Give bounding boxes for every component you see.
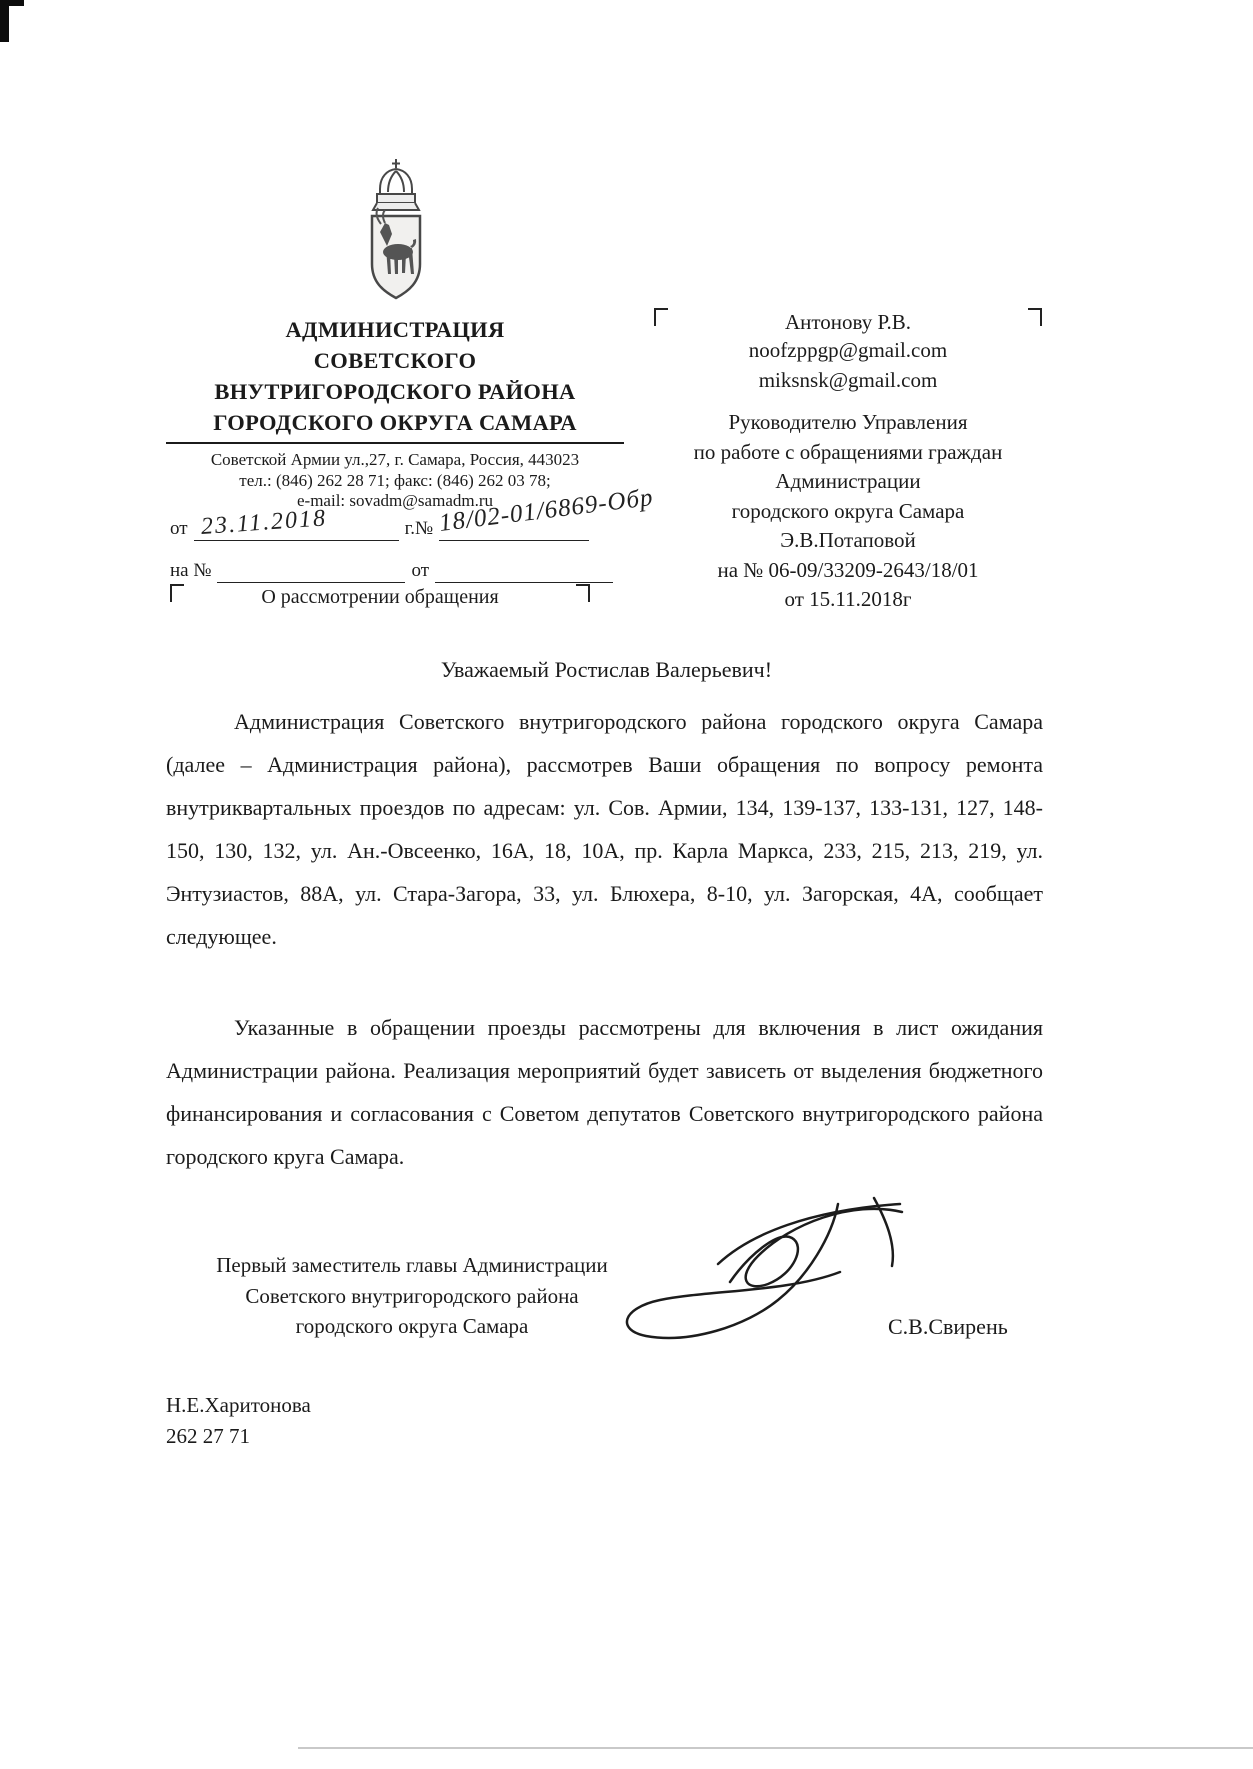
ref-num-blank — [437, 483, 656, 541]
ref-onnum-blank — [217, 556, 405, 583]
ref-line-incoming — [170, 556, 625, 583]
corner-mark-left-icon — [654, 308, 668, 326]
recipient-line: от 15.11.2018г — [784, 587, 912, 611]
recipient-block — [650, 308, 1046, 615]
executor-block — [166, 1390, 311, 1452]
org-header — [166, 314, 624, 512]
signer-name: С.В.Свирень — [888, 1314, 1008, 1339]
org-name-line-1: АДМИНИСТРАЦИЯ — [285, 317, 505, 342]
body-paragraph-2: Указанные в обращении проезды рассмотрены для включения в лист ожидания Администрации района. Реализация мероприятий будет зависеть от выделения бюджетного финансирования и согласования с Советом депутатов Советского внутригородского района городского круга Самара. — [166, 1015, 1043, 1169]
recipient-email-1: noofzppgp@gmail.com — [748, 338, 948, 362]
corner-mark-right-icon — [576, 584, 590, 602]
recipient-line: Э.В.Потаповой — [780, 528, 916, 552]
recipient-line: Руководителю Управления — [728, 410, 968, 434]
signer-title-line-2: Советского внутригородского района — [245, 1283, 579, 1308]
ref-from-label: от — [170, 518, 188, 539]
recipient-line: по работе с обращениями граждан — [693, 439, 1003, 464]
signature-icon — [596, 1192, 952, 1368]
subject-text: О рассмотрении обращения — [261, 586, 499, 608]
corner-mark-right-icon — [1028, 308, 1042, 326]
recipient-name-row — [650, 308, 1046, 335]
org-name-line-4: ГОРОДСКОГО ОКРУГА САМАРА — [166, 407, 624, 444]
org-name-line-2: СОВЕТСКОГО — [313, 348, 477, 373]
coat-of-arms — [350, 156, 442, 306]
body-paragraph-1: Администрация Советского внутригородского района городского округа Самара (далее – Администрация района), рассмотрев Ваши обращения по вопросу ремонта внутриквартальных проездов по адресам: ул. Сов. Армии, 134, 139-137, 133-131, 127, 148-150, 130, 132, ул. Ан.-Овсеенко, 16А, 18, 10А, пр. Карла Маркса, 233, 215, 213, 219, ул. Энтузиастов, 88А, ул. Стара-Загора, 33, ул. Блюхера, 8-10, ул. Загорская, 4А, сообщает следующее. — [166, 709, 1043, 949]
subject-line — [170, 584, 590, 609]
ref-onfrom-blank — [435, 556, 613, 583]
scan-artifact-top-left — [0, 0, 9, 42]
executor-phone: 262 27 71 — [166, 1424, 250, 1448]
scan-artifact-bottom-line — [298, 1747, 1253, 1749]
org-email: e-mail: sovadm@samadm.ru — [297, 491, 493, 510]
org-address: Советской Армии ул.,27, г. Самара, Россия, 443023 — [210, 450, 580, 469]
samara-coat-of-arms-icon — [350, 156, 442, 306]
handwritten-number: 18/02-01/6869-Обр — [437, 483, 656, 538]
ref-onfrom-label: от — [411, 560, 430, 581]
recipient-line: Администрации — [775, 469, 921, 493]
recipient-name: Антонову Р.В. — [784, 310, 912, 334]
executor-name: Н.Е.Харитонова — [166, 1393, 311, 1417]
salutation: Уважаемый Ростислав Валерьевич! — [440, 657, 773, 682]
corner-mark-left-icon — [170, 584, 184, 602]
ref-onnum-label: на № — [170, 560, 212, 581]
ref-num-label: г.№ — [404, 518, 434, 539]
org-name-line-3: ВНУТРИГОРОДСКОГО РАЙОНА — [214, 379, 576, 404]
recipient-email-2: miksnsk@gmail.com — [758, 368, 938, 392]
signer-title-line-1: Первый заместитель главы Администрации — [216, 1253, 608, 1277]
recipient-destination — [650, 408, 1046, 615]
signer-title — [166, 1250, 658, 1342]
ref-date-blank — [194, 505, 399, 541]
recipient-line: городского округа Самара — [731, 498, 965, 523]
handwritten-date: 23.11.2018 — [199, 505, 328, 541]
org-phone-fax: тел.: (846) 262 28 71; факс: (846) 262 03 78; — [239, 470, 551, 490]
signer-title-line-3: городского округа Самара — [295, 1314, 529, 1338]
recipient-line: на № 06-09/33209-2643/18/01 — [717, 557, 979, 582]
signature-scribble — [596, 1192, 952, 1368]
